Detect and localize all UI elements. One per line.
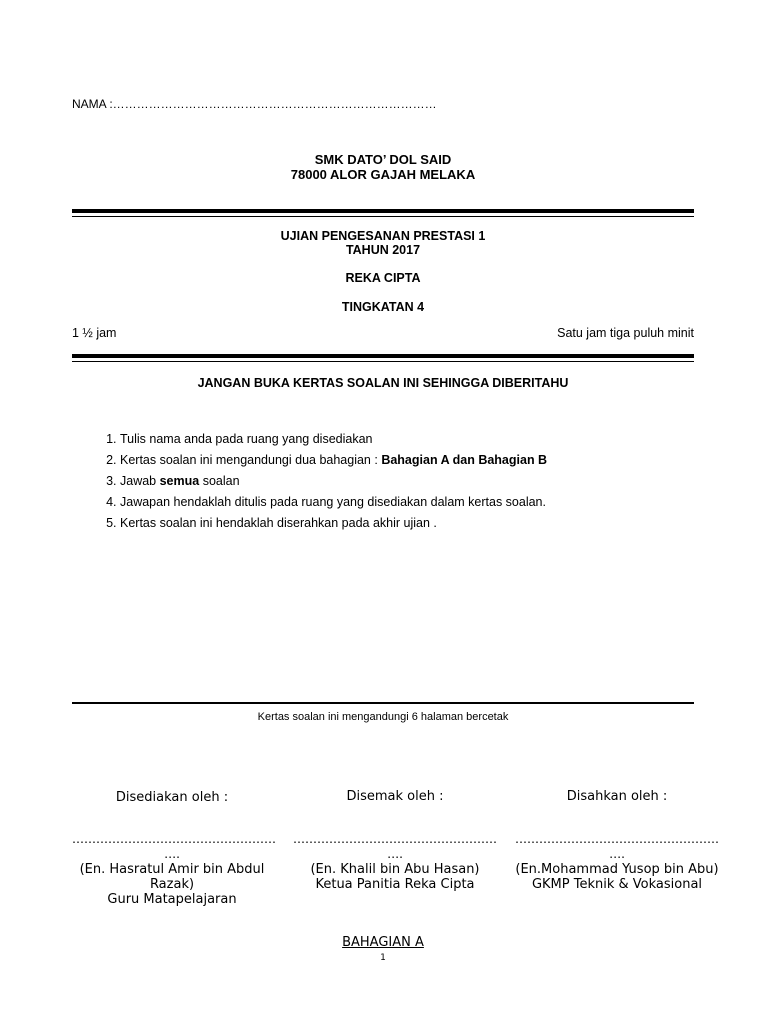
header-divider-bottom bbox=[72, 354, 694, 358]
page-number: 1 bbox=[380, 953, 386, 963]
header-divider-top bbox=[72, 209, 694, 213]
page-count-note: Kertas soalan ini mengandungi 6 halaman bercetak bbox=[257, 711, 509, 723]
exam-title-block bbox=[72, 229, 694, 257]
header-divider-top-thin bbox=[72, 216, 694, 217]
signature-line-cont: …. bbox=[164, 847, 180, 861]
signature-block-prepared bbox=[72, 832, 276, 907]
duration-long: Satu jam tiga puluh minit bbox=[557, 326, 694, 340]
list-item: 2. Kertas soalan ini mengandungi dua bahagian : Bahagian A dan Bahagian B bbox=[120, 451, 547, 472]
list-item: 4. Jawapan hendaklah ditulis pada ruang yang disediakan dalam kertas soalan. bbox=[120, 493, 547, 514]
section-heading: BAHAGIAN A bbox=[342, 935, 424, 950]
signature-role-prepared: Disediakan oleh : bbox=[115, 790, 229, 805]
signatory-name: (En. Hasratul Amir bin Abdul Razak) bbox=[79, 862, 265, 892]
exam-form: TINGKATAN 4 bbox=[341, 300, 425, 314]
signature-line: …………………………………………… bbox=[515, 832, 719, 846]
signature-role-approved: Disahkan oleh : bbox=[566, 789, 668, 804]
list-item: 1. Tulis nama anda pada ruang yang disediakan bbox=[120, 430, 547, 451]
signatory-title: Ketua Panitia Reka Cipta bbox=[315, 877, 475, 892]
signatory-name: (En. Khalil bin Abu Hasan) bbox=[310, 862, 480, 877]
school-address: 78000 ALOR GAJAH MELAKA bbox=[290, 167, 476, 182]
footer-divider bbox=[72, 702, 694, 704]
list-item: 3. Jawab semua soalan bbox=[120, 472, 547, 493]
header-divider-bottom-thin bbox=[72, 361, 694, 362]
exam-year: TAHUN 2017 bbox=[345, 243, 421, 257]
list-item: 5. Kertas soalan ini hendaklah diserahkan pada akhir ujian . bbox=[120, 514, 547, 535]
signatory-title: GKMP Teknik & Vokasional bbox=[531, 877, 703, 892]
school-name: SMK DATO’ DOL SAID bbox=[314, 152, 452, 167]
signature-line: …………………………………………… bbox=[72, 832, 276, 846]
signature-line-cont: …. bbox=[609, 847, 625, 861]
school-block bbox=[72, 152, 694, 182]
name-field-label: NAMA :……………………………………………………………………… bbox=[72, 97, 437, 111]
instructions-list bbox=[100, 430, 547, 535]
signatory-title: Guru Matapelajaran bbox=[107, 892, 237, 907]
signature-block-checked bbox=[292, 832, 498, 892]
exam-title: UJIAN PENGESANAN PRESTASI 1 bbox=[280, 229, 486, 243]
signature-line: …………………………………………… bbox=[293, 832, 497, 846]
exam-subject: REKA CIPTA bbox=[345, 271, 421, 285]
signature-line-cont: …. bbox=[387, 847, 403, 861]
warning-text: JANGAN BUKA KERTAS SOALAN INI SEHINGGA DIBERITAHU bbox=[197, 376, 569, 390]
duration-short: 1 ½ jam bbox=[72, 326, 117, 340]
signature-block-approved bbox=[514, 832, 720, 892]
signature-role-checked: Disemak oleh : bbox=[346, 789, 444, 804]
signatory-name: (En.Mohammad Yusop bin Abu) bbox=[515, 862, 719, 877]
